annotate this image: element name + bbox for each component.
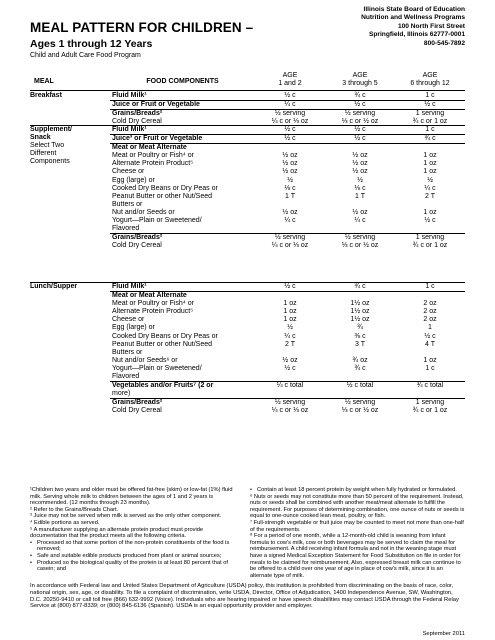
serving-amount: ½ c xyxy=(424,332,436,340)
serving-amount: ⅓ c or ½ oz xyxy=(341,242,379,250)
serving-amount: ½ xyxy=(357,176,363,184)
food-component: Grains/Breads² xyxy=(110,234,255,243)
food-component: Meat or Meat Alternate xyxy=(110,144,255,153)
food-component: Cold Dry Cereal xyxy=(112,118,162,126)
table-row xyxy=(110,283,465,292)
serving-amount: 1 T xyxy=(285,192,295,200)
serving-amount: 2 oz xyxy=(423,316,437,324)
serving-amount: ⅛ c xyxy=(354,184,366,192)
serving-amount xyxy=(325,373,395,382)
serving-amount xyxy=(395,373,465,382)
food-component: Alternate Protein Product⁵ xyxy=(112,160,194,168)
table-row xyxy=(110,209,465,217)
food-component: Juice or Fruit or Vegetable xyxy=(110,101,255,110)
table-row xyxy=(110,349,465,357)
serving-amount: ½ c xyxy=(424,217,436,225)
table-row xyxy=(110,292,465,301)
food-component: Egg (large) or xyxy=(112,324,155,332)
lunch-table xyxy=(110,283,465,416)
serving-amount: ¼ c xyxy=(354,217,366,225)
footnotes-left xyxy=(30,487,237,573)
serving-amount: ¼ c xyxy=(284,332,296,340)
table-row xyxy=(110,185,465,193)
serving-amount: 1 oz xyxy=(423,208,437,216)
footnote: ² Refer to the Grains/Breads Chart. xyxy=(30,506,119,513)
serving-amount: ½ xyxy=(287,324,293,332)
serving-amount xyxy=(255,349,325,357)
serving-amount: ⅓ c or ½ oz xyxy=(341,118,379,126)
food-component: Butters or xyxy=(112,348,143,356)
breakfast-table xyxy=(110,92,465,126)
serving-amount: 1 serving xyxy=(395,110,465,119)
table-row xyxy=(110,193,465,201)
serving-amount: ¼ c or ⅓ oz xyxy=(271,118,309,126)
serving-amount: ¾ c xyxy=(354,283,366,290)
serving-amount: ½ c xyxy=(284,126,296,133)
serving-amount: ½ oz xyxy=(282,356,298,364)
serving-amount: ¾ c xyxy=(354,364,366,372)
agency-line: Nutrition and Wellness Programs xyxy=(361,14,465,22)
serving-amount xyxy=(255,225,325,234)
program-name: Child and Adult Care Food Program xyxy=(30,52,141,59)
food-component: Egg (large) or xyxy=(112,176,155,184)
serving-amount: ½ c xyxy=(325,135,395,144)
serving-amount: 2 oz xyxy=(423,300,437,308)
serving-amount xyxy=(255,144,325,153)
serving-amount: 1 c xyxy=(425,283,435,290)
criteria-list-cont xyxy=(250,487,465,494)
serving-amount: 2 T xyxy=(425,192,435,200)
serving-amount: ¾ c or 1 oz xyxy=(412,407,448,415)
footnote: ⁴ Edible portions as served. xyxy=(30,519,100,526)
serving-amount xyxy=(325,390,395,399)
footnote: ¹Children two years and older must be offered fat-free (skim) or low-fat (1%) fluid milk. Serving whole milk to children between the ages of 1 and 2 years is recommended. (12 months through 23 months). xyxy=(30,487,233,507)
meal-label-lunch: Lunch/Supper xyxy=(30,283,78,290)
serving-amount: ¾ c xyxy=(354,92,366,99)
serving-amount xyxy=(255,390,325,399)
serving-amount xyxy=(255,373,325,382)
serving-amount: ¾ c total xyxy=(395,382,465,391)
revision-date: September 2011 xyxy=(422,631,465,637)
food-component: Meat or Poultry or Fish⁴ or xyxy=(112,300,194,308)
list-item: • Contain at least 18 percent protein by weight when fully hydrated or formulated. xyxy=(250,487,465,494)
serving-amount: 1½ oz xyxy=(350,316,370,324)
serving-amount: 1 oz xyxy=(423,356,437,364)
serving-amount: ¼ c total xyxy=(255,382,325,391)
serving-amount xyxy=(395,225,465,234)
food-component: Grains/Breads² xyxy=(110,110,255,119)
food-component: Vegetables and/or Fruits⁷ (2 or xyxy=(110,382,255,391)
serving-amount xyxy=(255,201,325,209)
table-row xyxy=(110,217,465,225)
serving-amount: ½ oz xyxy=(352,152,368,160)
serving-amount: 1 oz xyxy=(283,308,297,316)
meal-label-breakfast: Breakfast xyxy=(30,92,62,99)
serving-amount: 1 oz xyxy=(423,168,437,176)
serving-amount: ½ xyxy=(287,176,293,184)
serving-amount: 2 oz xyxy=(423,308,437,316)
agency-address xyxy=(285,6,465,48)
table-row xyxy=(110,92,465,101)
food-component: Meat or Meat Alternate xyxy=(110,292,255,301)
serving-amount: ¼ c xyxy=(255,101,325,110)
serving-amount: ¾ xyxy=(357,324,363,332)
serving-amount: ½ oz xyxy=(352,168,368,176)
serving-amount: 1 oz xyxy=(283,316,297,324)
col-header-age-1: AGE 1 and 2 xyxy=(278,72,302,87)
table-row xyxy=(110,390,465,399)
table-row xyxy=(110,407,465,415)
agency-line: Illinois State Board of Education xyxy=(363,6,465,13)
col-header-age-2: AGE 3 through 5 xyxy=(342,72,378,87)
serving-amount: 1 serving xyxy=(395,234,465,243)
serving-amount: ¼ c xyxy=(284,217,296,225)
food-component: Fluid Milk¹ xyxy=(112,126,147,133)
nondiscrimination-statement: In accordance with Federal law and United States Department of Agriculture (USDA) policy, this institution is prohibited from discriminating on the basis of race, color, national origin, sex, age, or disability. To file a complaint of discrimination, write USDA, Director, Office of Adjudication, 1400 Independence Avenue, SW, Washington, D.C. 20250-9410 or call toll free (866) 632-9992 (Voice). Individuals who are hearing impaired or have speech disabilities may contact USDA through the Federal Relay Service at (800) 877-8339; or (800) 845-6136 (Spanish). USDA is an equal opportunity provider and employer. xyxy=(30,583,459,610)
serving-amount: ½ serving xyxy=(255,110,325,119)
criteria-list xyxy=(30,540,237,573)
serving-amount: ½ c xyxy=(354,126,366,133)
serving-amount: 3 T xyxy=(355,340,365,348)
serving-amount xyxy=(325,349,395,357)
serving-amount: ½ oz xyxy=(352,208,368,216)
serving-amount xyxy=(325,292,395,301)
serving-amount: ½ c xyxy=(325,101,395,110)
table-row xyxy=(110,234,465,243)
serving-amount: 1 oz xyxy=(283,300,297,308)
food-component: Cooked Dry Beans or Dry Peas or xyxy=(112,184,218,192)
food-component: Yogurt—Plain or Sweetened/ xyxy=(112,364,202,372)
serving-amount: ⅓ c or ½ oz xyxy=(341,407,379,415)
table-row xyxy=(110,399,465,408)
serving-amount: 1 c xyxy=(425,364,435,372)
document-page xyxy=(30,0,465,640)
serving-amount: ⅜ c xyxy=(354,332,366,340)
serving-amount: ½ oz xyxy=(282,168,298,176)
food-component: Cheese or xyxy=(112,168,145,176)
food-component: Peanut Butter or other Nut/Seed xyxy=(112,340,213,348)
table-row xyxy=(110,308,465,316)
serving-amount xyxy=(325,144,395,153)
col-header-age-3: AGE 6 through 12 xyxy=(410,72,450,87)
serving-amount: ½ serving xyxy=(255,234,325,243)
table-row xyxy=(110,126,465,135)
serving-amount: 1 serving xyxy=(395,399,465,408)
serving-amount xyxy=(395,390,465,399)
food-component: Peanut Butter or other Nut/Seed xyxy=(112,192,213,200)
serving-amount: ½ serving xyxy=(325,234,395,243)
serving-amount: ½ serving xyxy=(255,399,325,408)
footnote: ⁷ Full-strength vegetable or fruit juice may be counted to meet not more than one-half of the requirements. xyxy=(250,519,464,533)
serving-amount: 4 T xyxy=(425,340,435,348)
col-header-meal: MEAL xyxy=(34,78,54,85)
serving-amount: ½ oz xyxy=(352,160,368,168)
list-item: • Produced so the biological quality of the protein is at least 80 percent that of casein; and xyxy=(30,560,237,573)
col-header-components: FOOD COMPONENTS xyxy=(146,78,219,85)
serving-amount: ½ oz xyxy=(282,152,298,160)
page-subtitle: Ages 1 through 12 Years xyxy=(30,38,153,50)
serving-amount xyxy=(255,292,325,301)
serving-amount: 1½ oz xyxy=(350,300,370,308)
table-row xyxy=(110,333,465,341)
agency-line: 100 North First Street xyxy=(397,22,465,30)
food-component: Juice³ or Fruit or Vegetable xyxy=(110,135,255,144)
agency-line: 800-545-7892 xyxy=(423,39,465,47)
food-component: more) xyxy=(112,390,131,398)
footnote: ⁶ Nuts or seeds may not constitute more than 50 percent of the requirement. Instead, nuts or seeds shall be combined with another meat/meat alternate to fulfill the requirement. For purposes of determining combination, one ounce of nuts or seeds is equal to one-ounce cooked lean meat, poultry, or fish. xyxy=(250,493,465,520)
table-row xyxy=(110,177,465,185)
serving-amount: 1½ oz xyxy=(350,308,370,316)
serving-amount: ¾ oz xyxy=(352,356,368,364)
food-component: Cold Dry Cereal xyxy=(112,407,162,415)
serving-amount xyxy=(325,201,395,209)
table-row xyxy=(110,324,465,332)
table-row xyxy=(110,242,465,250)
food-component: Fluid Milk¹ xyxy=(112,92,147,99)
serving-amount: ½ serving xyxy=(325,399,395,408)
serving-amount xyxy=(395,144,465,153)
serving-amount: ¾ c or 1 oz xyxy=(412,242,448,250)
footnotes-right xyxy=(250,487,465,579)
list-item: • Processed so that some portion of the non-protein constituents of the food is removed; xyxy=(30,540,237,553)
table-row xyxy=(110,382,465,391)
serving-amount: ½ c xyxy=(284,92,296,99)
food-component: Nut and/or Seeds⁶ or xyxy=(112,356,178,364)
table-row xyxy=(110,144,465,153)
footnote: ⁵ A manufacturer supplying an alternate protein product must provide documentation that the product meets all the following criteria. xyxy=(30,526,204,540)
serving-amount xyxy=(395,349,465,357)
serving-amount: ½ c xyxy=(255,135,325,144)
snack-table xyxy=(110,126,465,250)
table-row xyxy=(110,201,465,209)
food-component: Cheese or xyxy=(112,316,145,324)
serving-amount: 1 T xyxy=(355,192,365,200)
table-row xyxy=(110,373,465,382)
serving-amount xyxy=(395,292,465,301)
meal-label-supplement: Supplement/ Snack xyxy=(30,126,73,141)
serving-amount: 2 T xyxy=(285,340,295,348)
food-component: Fluid Milk¹ xyxy=(112,283,147,290)
serving-amount xyxy=(325,225,395,234)
table-row xyxy=(110,365,465,373)
serving-amount: ½ oz xyxy=(282,160,298,168)
serving-amount: 1 oz xyxy=(423,160,437,168)
serving-amount: ¼ c xyxy=(424,184,436,192)
serving-amount: ¼ c or ⅓ oz xyxy=(271,407,309,415)
food-component: Nut and/or Seeds or xyxy=(112,208,175,216)
serving-amount: 1 c xyxy=(425,92,435,99)
food-component: Flavored xyxy=(112,225,140,233)
serving-amount: ½ c total xyxy=(325,382,395,391)
table-row xyxy=(110,300,465,308)
serving-amount: ½ c xyxy=(284,364,296,372)
table-row xyxy=(110,341,465,349)
list-item: • Safe and suitable edible products produced from plant or animal sources; xyxy=(30,553,237,560)
serving-amount xyxy=(395,201,465,209)
agency-line: Springfield, Illinois 62777-0001 xyxy=(368,31,465,39)
serving-amount: ¾ c or 1 oz xyxy=(412,118,448,126)
table-row xyxy=(110,168,465,176)
food-component: Meat or Poultry or Fish⁴ or xyxy=(112,152,194,160)
table-row xyxy=(110,101,465,110)
serving-amount: ½ serving xyxy=(325,110,395,119)
serving-amount: 1 xyxy=(428,324,432,332)
food-component: Cooked Dry Beans or Dry Peas or xyxy=(112,332,218,340)
serving-amount: ½ c xyxy=(284,283,296,290)
divider xyxy=(30,90,465,91)
serving-amount: ¼ c or ⅓ oz xyxy=(271,242,309,250)
table-row xyxy=(110,110,465,119)
table-row xyxy=(110,225,465,234)
serving-amount: ½ oz xyxy=(282,208,298,216)
serving-amount: 1 c xyxy=(425,126,435,133)
food-component: Cold Dry Cereal xyxy=(112,242,162,250)
footnote: ⁸ For a period of one month, while a 12-month-old child is weaning from infant formula to cow's milk, cow or both beverages may be served to claim the meal for reimbursement. A child receiving infant formula and not in the weaning stage must have a signed Medical Exception Statement for Food Substitution on file in order for meals to be claimed for reimbursement. Also, expressed breast milk can continue to be offered to a child over one year of age in place of cow's milk, since it is an alternate type of milk. xyxy=(250,533,461,579)
food-component: Alternate Protein Product⁵ xyxy=(112,308,194,316)
table-row xyxy=(110,357,465,365)
food-component: Flavored xyxy=(112,373,140,381)
serving-amount: 1 oz xyxy=(423,152,437,160)
supplement-note: Select Two Different Components xyxy=(30,142,70,165)
food-component: Butters or xyxy=(112,200,143,208)
page-title: MEAL PATTERN FOR CHILDREN – xyxy=(30,20,254,35)
food-component: Yogurt—Plain or Sweetened/ xyxy=(112,217,202,225)
serving-amount: ½ xyxy=(427,176,433,184)
food-component: Grains/Breads² xyxy=(110,399,255,408)
serving-amount: ⅛ c xyxy=(284,184,296,192)
serving-amount: ¾ c xyxy=(395,135,465,144)
serving-amount: ½ c xyxy=(395,101,465,110)
table-row xyxy=(110,135,465,144)
footnote: ³ Juice may not be served when milk is served as the only other component. xyxy=(30,513,222,520)
